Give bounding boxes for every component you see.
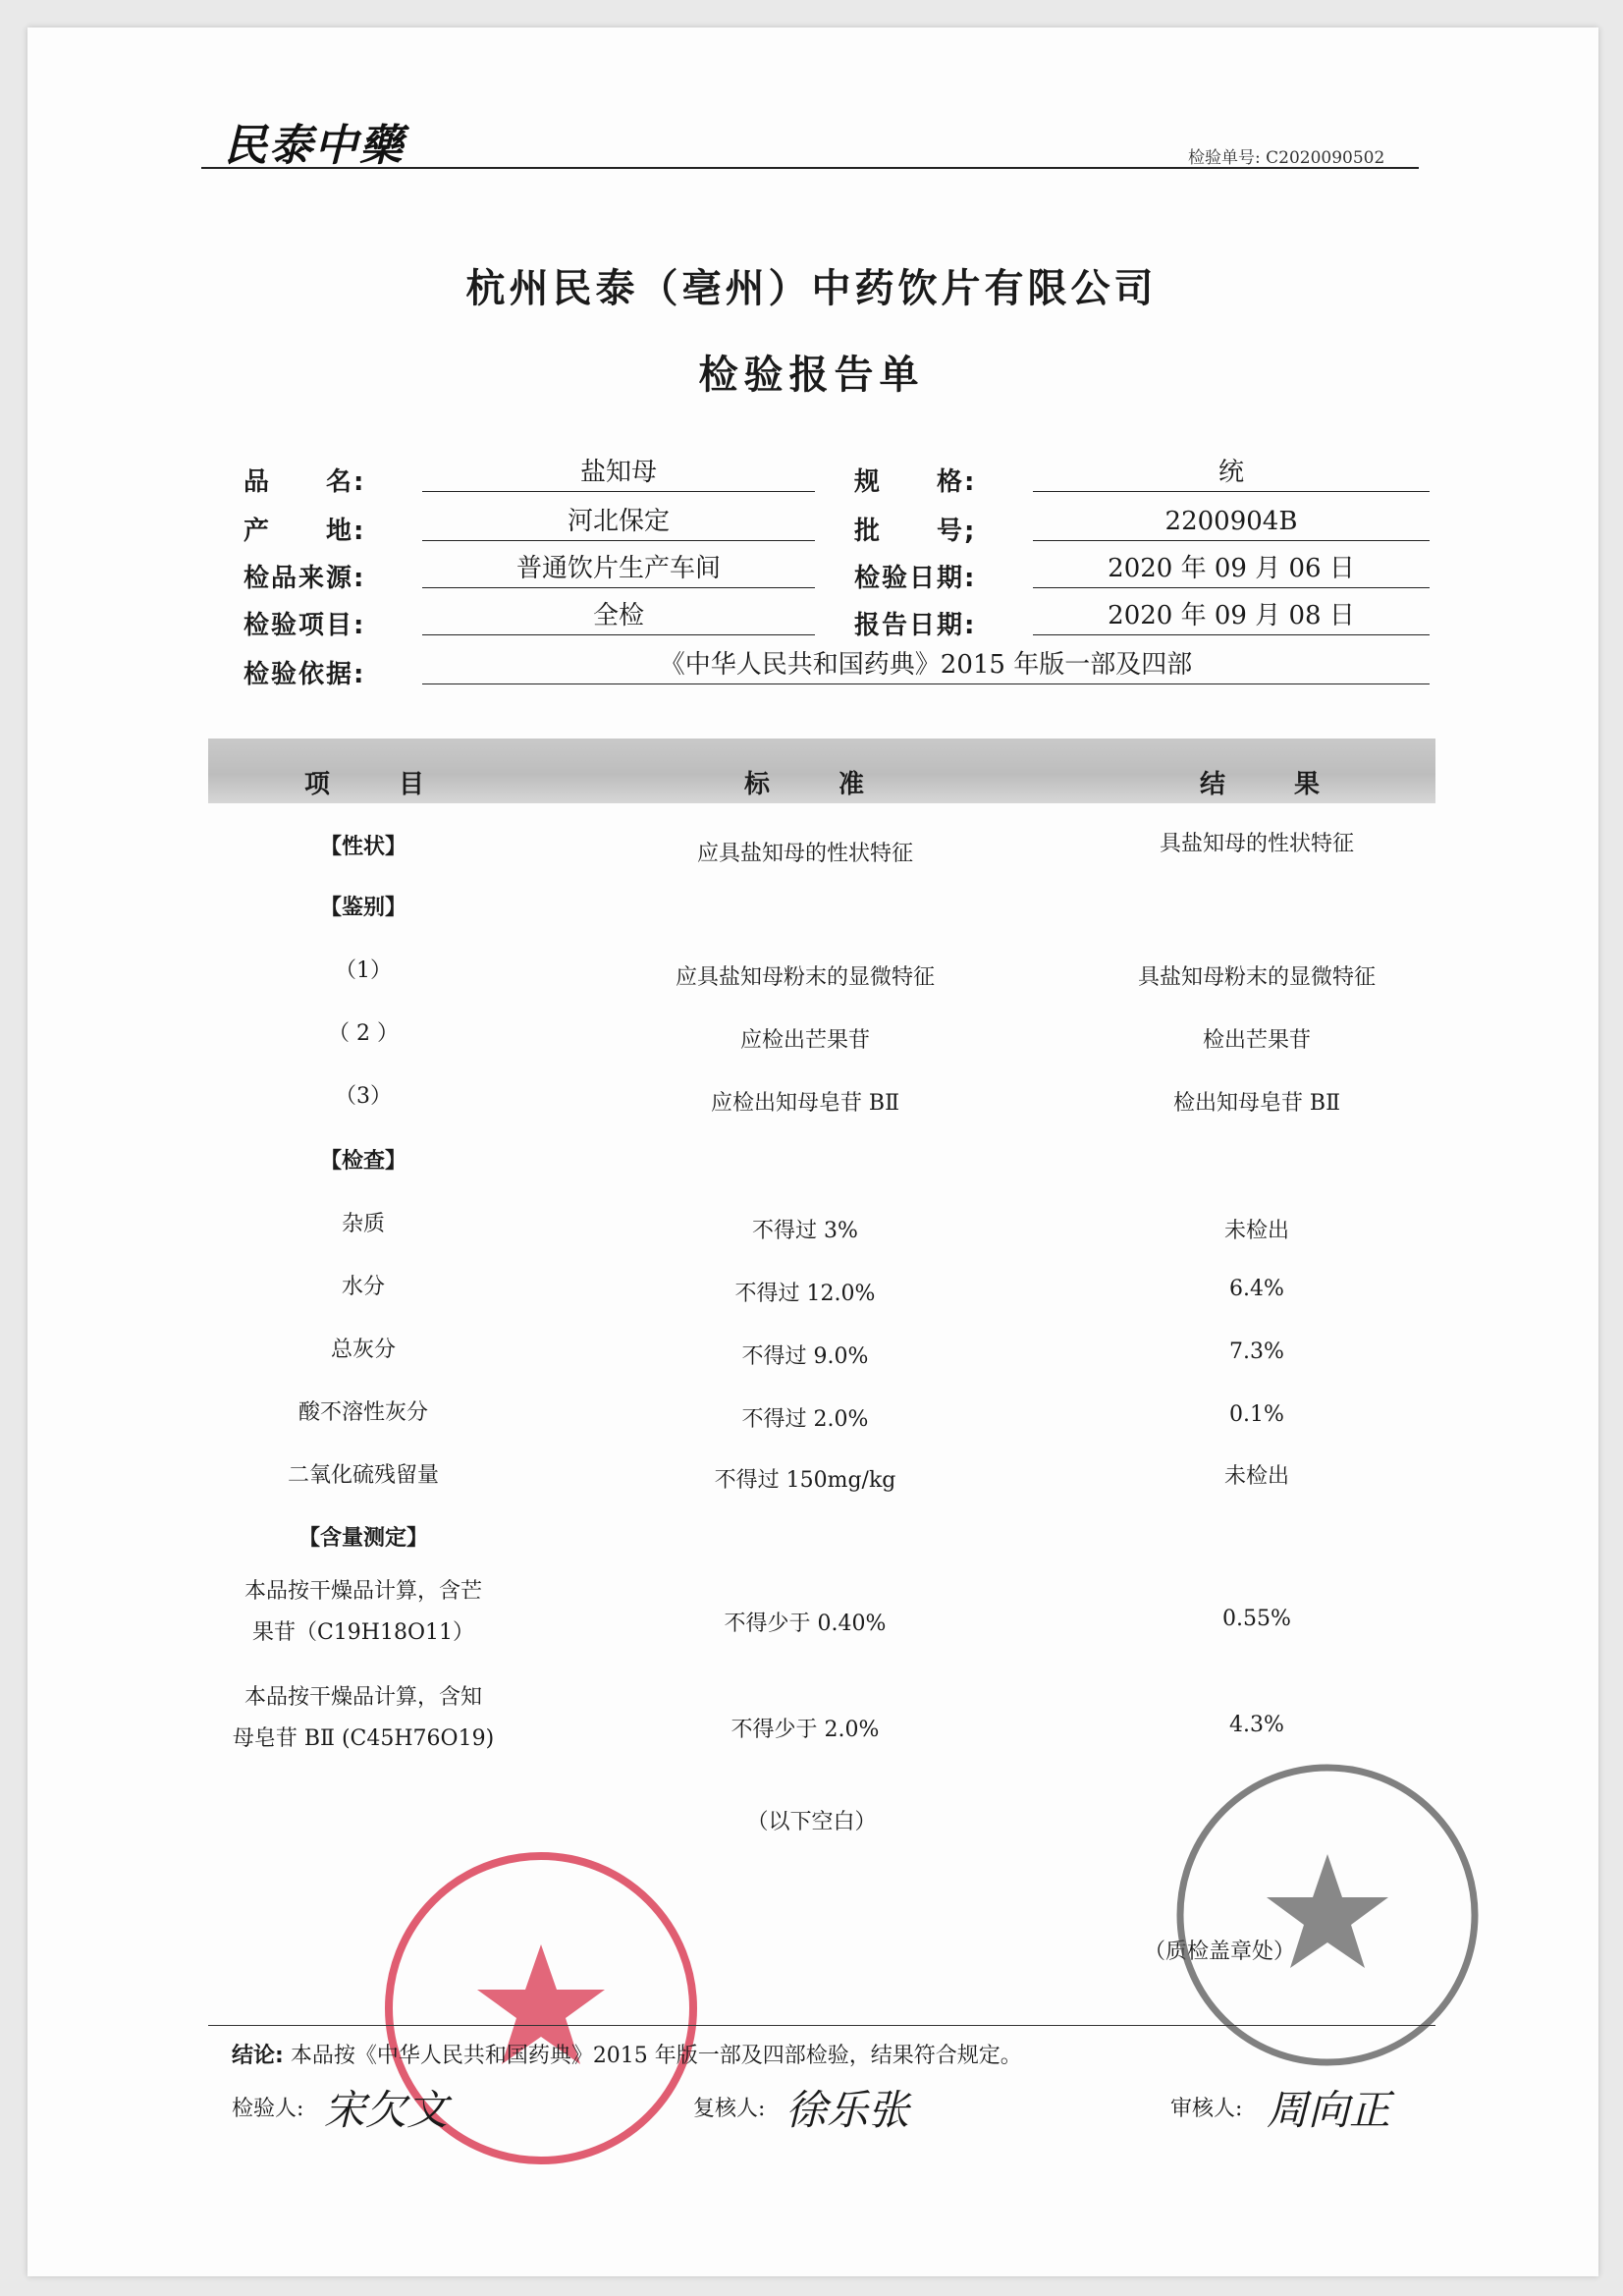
column-header-result: 结 果	[1200, 770, 1342, 799]
row-result: 7.3%	[1229, 1339, 1284, 1364]
document-title: 检验报告单	[698, 353, 925, 398]
row-item: 水分	[341, 1275, 385, 1299]
report-date-label: 报告日期:	[854, 611, 977, 640]
row-item: 杂质	[341, 1212, 385, 1236]
row-standard: 不得少于 2.0%	[730, 1718, 880, 1742]
report-date-value: 2020 年 09 月 08 日	[1033, 597, 1430, 635]
batch-label: 批 号;	[854, 517, 977, 546]
row-standard: 不得过 3%	[752, 1219, 858, 1243]
conclusion	[232, 2039, 1022, 2069]
row-item: （ 2 ）	[328, 1021, 399, 1046]
qc-stamp-note: （质检盖章处）	[1144, 1940, 1296, 1964]
row-standard: 不得过 150mg/kg	[714, 1468, 896, 1493]
row-standard: 不得过 12.0%	[734, 1282, 876, 1306]
row-item-line1: 本品按干燥品计算，含芒	[243, 1579, 482, 1604]
report-number-value: C2020090502	[1266, 148, 1385, 168]
row-standard: 不得过 9.0%	[741, 1344, 869, 1369]
row-item: （3）	[335, 1084, 392, 1109]
row-item: 【鉴别】	[319, 896, 406, 920]
reviewer-label: 复核人:	[693, 2097, 766, 2121]
product-value: 盐知母	[422, 454, 815, 492]
column-header-item: 项 目	[304, 770, 447, 799]
row-standard: 不得少于 0.40%	[724, 1612, 887, 1636]
basis-value: 《中华人民共和国药典》2015 年版一部及四部	[422, 646, 1430, 684]
row-item: 【含量测定】	[298, 1526, 428, 1551]
row-result: 具盐知母的性状特征	[1159, 832, 1354, 856]
row-standard: 应具盐知母的性状特征	[696, 842, 913, 866]
row-item: 二氧化硫残留量	[287, 1463, 439, 1488]
row-result: 6.4%	[1229, 1277, 1284, 1301]
approver-label: 审核人:	[1170, 2097, 1243, 2121]
row-result: 0.55%	[1222, 1607, 1291, 1631]
test-date-value: 2020 年 09 月 06 日	[1033, 550, 1430, 588]
row-standard: 应检出芒果苷	[739, 1028, 870, 1053]
batch-value: 2200904B	[1033, 503, 1430, 541]
row-result: 检出知母皂苷 BⅡ	[1172, 1091, 1341, 1116]
conclusion-label: 结论:	[232, 2044, 284, 2068]
row-result: 未检出	[1223, 1464, 1289, 1489]
row-result: 0.1%	[1229, 1402, 1284, 1427]
basis-label: 检验依据:	[243, 660, 366, 689]
spec-label: 规 格:	[854, 467, 977, 497]
report-number-label: 检验单号:	[1188, 148, 1261, 168]
blank-below-note: （以下空白）	[746, 1810, 877, 1834]
spec-value: 统	[1033, 454, 1430, 492]
row-result: 4.3%	[1229, 1713, 1284, 1737]
item-value: 全检	[422, 597, 815, 635]
row-item: 酸不溶性灰分	[298, 1400, 428, 1425]
row-item-line1: 本品按干燥品计算，含知	[243, 1685, 482, 1710]
conclusion-rule	[208, 2025, 1435, 2026]
product-label: 品 名:	[243, 467, 366, 497]
source-value: 普通饮片生产车间	[422, 550, 815, 588]
item-label: 检验项目:	[243, 611, 366, 640]
row-result: 检出芒果苷	[1202, 1028, 1311, 1053]
row-standard: 应检出知母皂苷 BⅡ	[710, 1091, 900, 1116]
row-item: （1）	[335, 958, 392, 983]
report-number	[1188, 143, 1384, 168]
row-item: 【性状】	[319, 835, 406, 859]
source-label: 检品来源:	[243, 564, 366, 593]
row-result: 具盐知母粉末的显微特征	[1137, 965, 1376, 990]
conclusion-text: 本品按《中华人民共和国药典》2015 年版一部及四部检验，结果符合规定。	[290, 2044, 1022, 2068]
company-logo: 民泰中藥	[224, 121, 405, 171]
row-item-line2: 果苷（C19H18O11）	[251, 1620, 475, 1645]
row-standard: 应具盐知母粉末的显微特征	[675, 965, 935, 990]
row-result: 未检出	[1223, 1219, 1289, 1243]
company-name: 杭州民泰（亳州）中药饮片有限公司	[465, 266, 1158, 311]
reviewer-signature: 徐乐张	[785, 2086, 910, 2134]
row-item: 【检查】	[319, 1149, 406, 1174]
column-header-standard: 标 准	[744, 770, 887, 799]
row-item-line2: 母皂苷 BⅡ (C45H76O19)	[232, 1726, 495, 1751]
inspector-signature: 宋欠文	[324, 2086, 449, 2134]
row-standard: 不得过 2.0%	[741, 1407, 869, 1432]
origin-value: 河北保定	[422, 503, 815, 541]
approver-signature: 周向正	[1267, 2086, 1391, 2134]
test-date-label: 检验日期:	[854, 564, 977, 593]
inspector-label: 检验人:	[232, 2097, 304, 2121]
row-item: 总灰分	[330, 1338, 396, 1362]
header-rule	[201, 167, 1419, 169]
origin-label: 产 地:	[243, 517, 366, 546]
